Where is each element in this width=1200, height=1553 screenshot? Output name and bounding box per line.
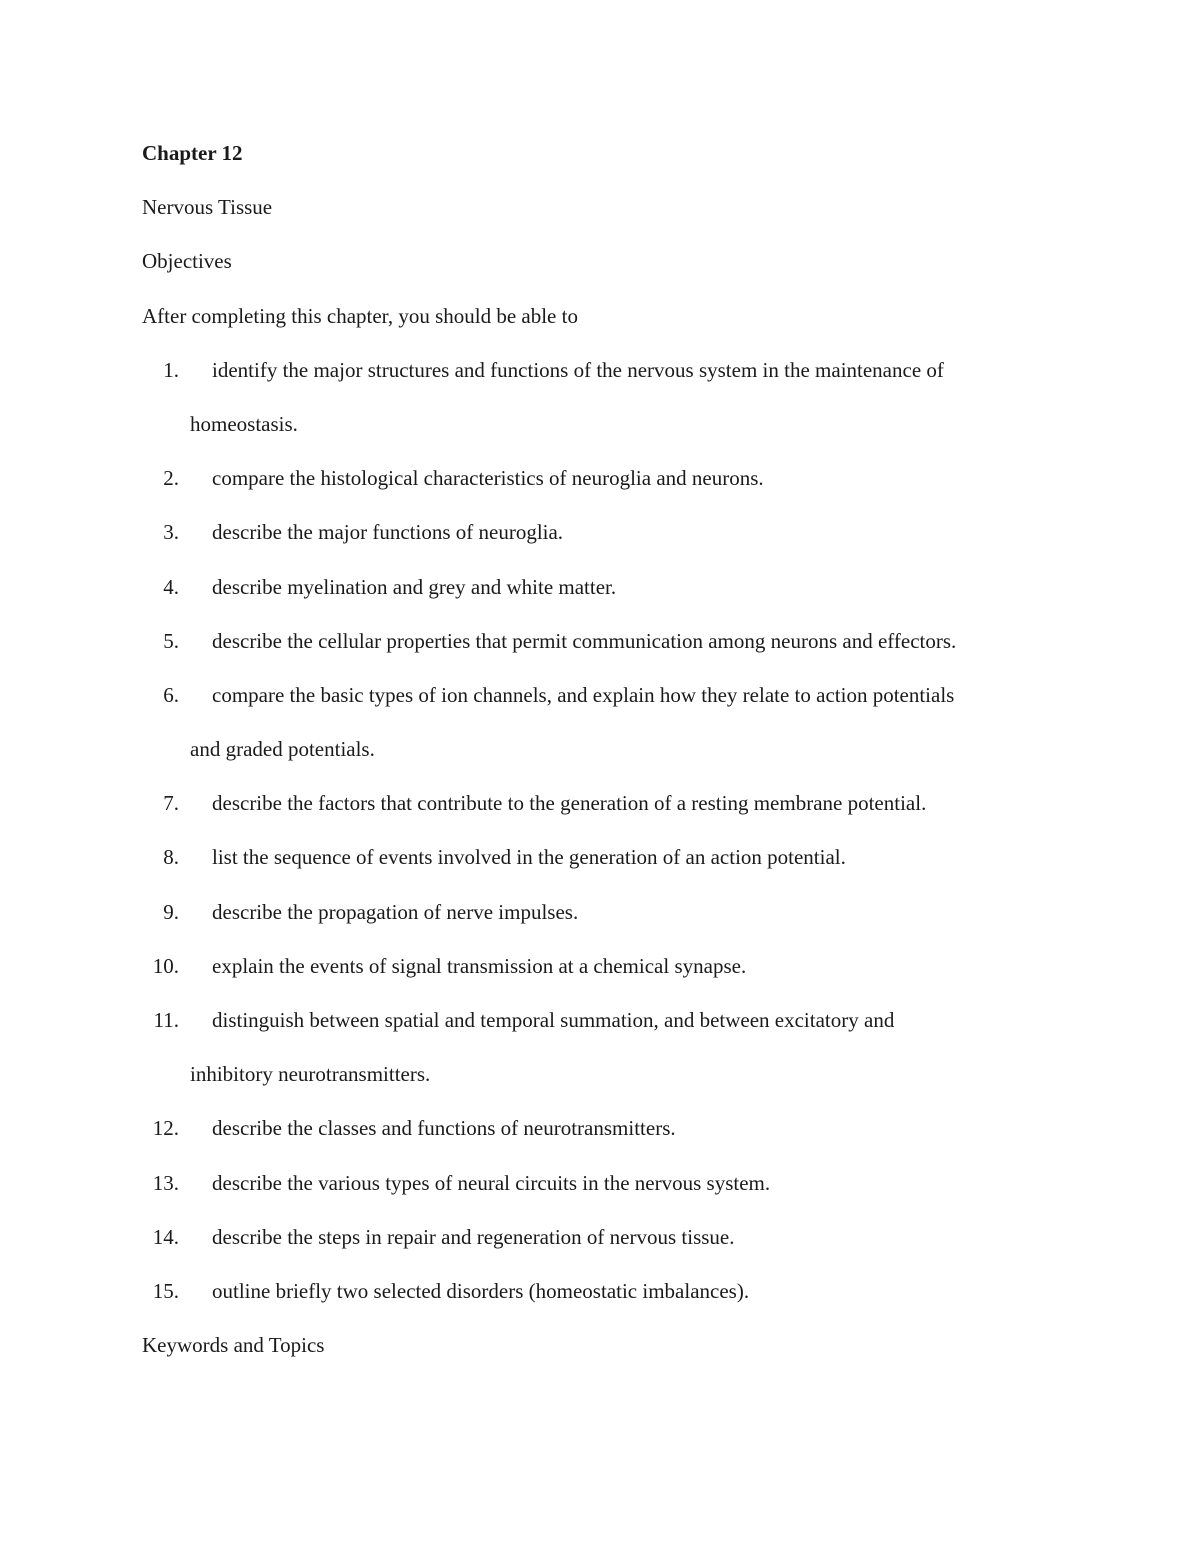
objective-text: describe the propagation of nerve impulses.	[212, 899, 579, 924]
objective-item	[142, 668, 1062, 776]
objective-text: describe the steps in repair and regeneration of nervous tissue.	[212, 1224, 735, 1249]
objective-row	[142, 668, 1062, 722]
objective-row	[142, 1101, 1062, 1155]
objective-item	[142, 343, 1062, 451]
objective-item	[142, 885, 1062, 939]
objective-text: explain the events of signal transmission at a chemical synapse.	[212, 953, 747, 978]
objectives-heading: Objectives	[142, 249, 232, 274]
objective-number: 9.	[163, 899, 179, 924]
objective-text-continued: and graded potentials.	[190, 737, 375, 762]
objective-item	[142, 1264, 1062, 1318]
objective-item	[142, 939, 1062, 993]
objective-row	[142, 343, 1062, 397]
objective-number: 7.	[163, 791, 179, 816]
objective-item	[142, 614, 1062, 668]
document-page	[142, 126, 1062, 1372]
chapter-title: Chapter 12	[142, 141, 243, 165]
objective-number: 12.	[152, 1116, 179, 1141]
objective-row	[142, 993, 1062, 1047]
objective-item	[142, 505, 1062, 559]
objective-text-continued: inhibitory neurotransmitters.	[190, 1062, 431, 1087]
objective-text: list the sequence of events involved in the generation of an action potential.	[212, 845, 846, 870]
objective-text: describe the cellular properties that permit communication among neurons and effectors.	[212, 628, 957, 653]
objective-number: 4.	[163, 574, 179, 599]
objective-number: 15.	[152, 1278, 179, 1303]
objectives-intro: After completing this chapter, you should be able to	[142, 303, 578, 328]
objective-number: 2.	[163, 466, 179, 491]
objective-item	[142, 830, 1062, 884]
objective-row	[142, 505, 1062, 559]
objective-text: describe myelination and grey and white matter.	[212, 574, 617, 599]
objective-row	[142, 776, 1062, 830]
objective-row	[142, 830, 1062, 884]
objective-number: 1.	[163, 357, 179, 382]
objective-number: 13.	[152, 1170, 179, 1195]
objective-number: 11.	[153, 1008, 179, 1032]
objectives-list	[142, 343, 1062, 1318]
keywords-heading: Keywords and Topics	[142, 1333, 325, 1358]
objective-row	[142, 1156, 1062, 1210]
objective-text: compare the basic types of ion channels, and explain how they relate to action potentials	[212, 682, 955, 707]
objective-number: 6.	[163, 682, 179, 707]
objective-number: 3.	[163, 520, 179, 545]
objective-text-continued: homeostasis.	[190, 411, 298, 436]
objective-number: 5.	[163, 628, 179, 653]
objective-item	[142, 560, 1062, 614]
objective-text: compare the histological characteristics of neuroglia and neurons.	[212, 466, 764, 491]
objective-item	[142, 451, 1062, 505]
objective-item	[142, 993, 1062, 1101]
objective-item	[142, 1210, 1062, 1264]
objective-row	[142, 560, 1062, 614]
objective-text: describe the factors that contribute to the generation of a resting membrane potential.	[212, 791, 927, 816]
objective-text: describe the various types of neural circuits in the nervous system.	[212, 1170, 771, 1195]
objective-row	[142, 614, 1062, 668]
objective-item	[142, 1101, 1062, 1155]
objective-row	[142, 885, 1062, 939]
objective-row	[142, 451, 1062, 505]
objective-item	[142, 1156, 1062, 1210]
objective-number: 10.	[152, 953, 179, 978]
objective-text: outline briefly two selected disorders (homeostatic imbalances).	[212, 1278, 750, 1303]
objective-row	[142, 939, 1062, 993]
objective-text: describe the classes and functions of neurotransmitters.	[212, 1116, 676, 1141]
objective-text: describe the major functions of neuroglia.	[212, 520, 564, 545]
objective-number: 8.	[163, 845, 179, 870]
objective-text: identify the major structures and functions of the nervous system in the maintenance of	[212, 357, 944, 382]
objective-text: distinguish between spatial and temporal summation, and between excitatory and	[212, 1008, 895, 1032]
objective-row	[142, 1210, 1062, 1264]
objective-row	[142, 1264, 1062, 1318]
objective-item	[142, 776, 1062, 830]
objective-number: 14.	[152, 1224, 179, 1249]
chapter-subject: Nervous Tissue	[142, 195, 273, 220]
